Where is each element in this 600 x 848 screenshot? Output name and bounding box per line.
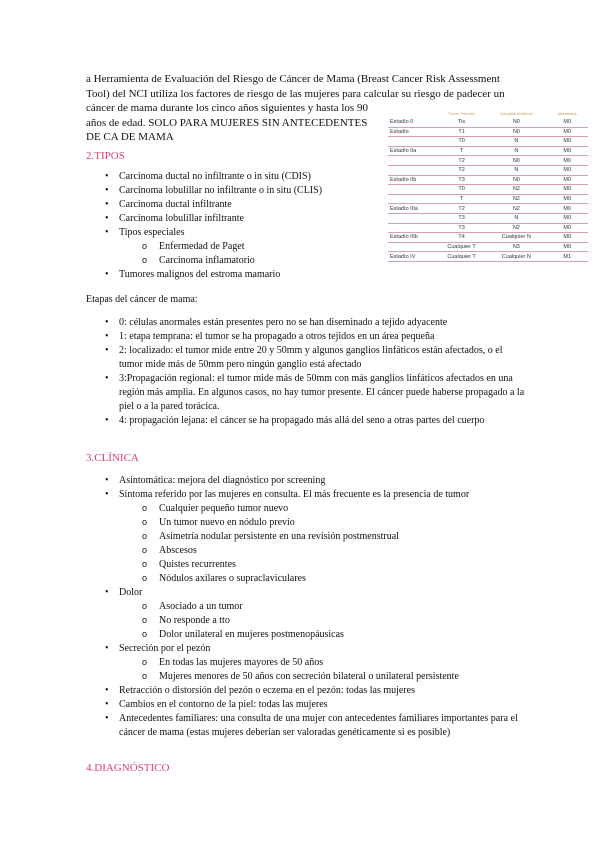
staging-table-header-cell: Ganglios linfáticos xyxy=(500,110,533,116)
table-cell: M0 xyxy=(546,146,588,156)
sub-list-item: o Nódulos axilares o supraclaviculares xyxy=(119,572,526,586)
sub-list-item: o Dolor unilateral en mujeres postmenopáusicas xyxy=(119,628,526,642)
table-cell: Tis xyxy=(437,118,486,127)
table-cell: N2 xyxy=(486,185,546,195)
intro-line: Tool) del NCI utiliza los factores de riesgo de las mujeres para calcular su riesgo de padecer un xyxy=(86,87,505,100)
table-row xyxy=(388,156,588,166)
secrecion-sublist xyxy=(119,656,526,684)
list-item-secrecion xyxy=(86,642,526,684)
table-cell: N0 xyxy=(486,156,546,166)
table-cell: Estadío xyxy=(388,127,437,137)
table-cell: N xyxy=(486,165,546,175)
sub-list-item: o Carcinoma inflamatorio xyxy=(119,254,526,268)
table-cell: M0 xyxy=(546,194,588,204)
table-cell: N2 xyxy=(486,204,546,214)
staging-table-header xyxy=(388,108,588,118)
table-cell: T0 xyxy=(437,137,486,147)
staging-table-header-cell: Metástasis xyxy=(557,110,577,116)
table-cell: Cualquier N xyxy=(486,233,546,243)
table-cell: T3 xyxy=(437,223,486,233)
table-cell: M0 xyxy=(546,137,588,147)
sub-list-item: o Un tumor nuevo en nódulo previo xyxy=(119,516,526,530)
list-item: • Asintomática: mejora del diagnóstico por screening xyxy=(86,474,526,488)
tipos-list xyxy=(86,170,526,282)
table-cell: N0 xyxy=(486,118,546,127)
table-cell: Cualquier T xyxy=(437,242,486,252)
table-cell: Estadío IIa xyxy=(388,146,437,156)
table-cell: T xyxy=(437,146,486,156)
list-item: • Tumores malignos del estroma mamario xyxy=(86,268,526,282)
list-item: • 3:Propagación regional: el tumor mide más de 50mm con más ganglios linfáticos afectados en una región más amplia. En algunos casos, no hay tumor presente. El cáncer puede haberse propagado a la piel o a la pared torácica. xyxy=(86,372,526,414)
table-cell: T4 xyxy=(437,233,486,243)
section-tipos-heading: 2.TIPOS xyxy=(86,150,125,162)
table-cell: M1 xyxy=(546,252,588,262)
list-item: • Antecedentes familiares: una consulta de una mujer con antecedentes familiares importantes para el cáncer de mama (estas mujeres deberían ser valoradas genéticamente si es posible) xyxy=(86,712,526,740)
intro-line: DE CA DE MAMA xyxy=(86,131,174,143)
sub-list-item: o Quistes recurrentes xyxy=(119,558,526,572)
sintoma-sublist xyxy=(119,502,526,586)
intro-line: a Herramienta de Evaluación del Riesgo de Cáncer de Mama (Breast Cancer Risk Assessment xyxy=(86,73,500,85)
table-cell: M0 xyxy=(546,242,588,252)
sub-list-item: o Abscesos xyxy=(119,544,526,558)
table-cell: N xyxy=(486,146,546,156)
table-cell: N xyxy=(486,213,546,223)
table-cell: T1 xyxy=(437,127,486,137)
section-diagnostico-heading: 4.DIAGNÓSTICO xyxy=(86,762,170,774)
table-row xyxy=(388,127,588,137)
list-item: • Carcinoma lobulillar infiltrante xyxy=(86,212,526,226)
list-item: • Cambios en el contorno de la piel: todas las mujeres xyxy=(86,698,526,712)
table-cell: M0 xyxy=(546,185,588,195)
intro-line: cáncer de mama durante los cinco años siguientes y hasta los 90 xyxy=(86,102,368,114)
staging-table-header-cell xyxy=(388,108,437,118)
table-cell: M0 xyxy=(546,213,588,223)
table-cell: M0 xyxy=(546,156,588,166)
etapas-list xyxy=(86,316,526,428)
list-item-label: Síntoma referido por las mujeres en consulta. El más frecuente es la presencia de tumor xyxy=(119,489,470,500)
list-item: • Carcinoma ductal infiltrante xyxy=(86,198,526,212)
table-cell: Cualquier T xyxy=(437,252,486,262)
table-cell: Estadío IIIb xyxy=(388,233,437,243)
table-cell: N2 xyxy=(486,223,546,233)
list-item-dolor xyxy=(86,586,526,642)
list-item: • 4: propagación lejana: el cáncer se ha propagado más allá del seno a otras partes del cuerpo xyxy=(86,414,526,428)
table-cell xyxy=(388,137,437,147)
list-item-tipos-especiales xyxy=(86,226,526,268)
table-row xyxy=(388,137,588,147)
list-item: • Retracción o distorsión del pezón o eczema en el pezón: todas las mujeres xyxy=(86,684,526,698)
table-cell: M0 xyxy=(546,118,588,127)
staging-table-header-cell: Tumor Primario xyxy=(447,110,476,116)
tipos-especiales-sublist xyxy=(119,240,526,268)
section-clinica-heading: 3.CLÍNICA xyxy=(86,452,139,464)
table-cell: Estadío IIIa xyxy=(388,204,437,214)
list-item-label: Tipos especiales xyxy=(119,227,185,238)
table-cell: M0 xyxy=(546,165,588,175)
sub-list-item: o Cualquier pequeño tumor nuevo xyxy=(119,502,526,516)
table-row xyxy=(388,118,588,127)
table-cell xyxy=(388,156,437,166)
intro-line: años de edad. SOLO PARA MUJERES SIN ANTECEDENTES xyxy=(86,116,368,129)
table-cell: M0 xyxy=(546,233,588,243)
table-cell: T0 xyxy=(437,185,486,195)
etapas-intro: Etapas del cáncer de mama: xyxy=(86,294,198,305)
list-item-sintoma xyxy=(86,488,526,586)
table-cell: N xyxy=(486,137,546,147)
sub-list-item: o Asociado a un tumor xyxy=(119,600,526,614)
list-item-label: Dolor xyxy=(119,587,143,598)
table-cell: Estadío 0 xyxy=(388,118,437,127)
table-cell: T2 xyxy=(437,156,486,166)
list-item: • 1: etapa temprana: el tumor se ha propagado a otros tejidos en un área pequeña xyxy=(86,330,526,344)
table-cell: T2 xyxy=(437,165,486,175)
table-cell: T xyxy=(437,194,486,204)
table-cell: M0 xyxy=(546,127,588,137)
table-cell: T3 xyxy=(437,213,486,223)
sub-list-item: o Enfermedad de Paget xyxy=(119,240,526,254)
table-cell: Cualquier N xyxy=(486,252,546,262)
sub-list-item: o Asimetría nodular persistente en una revisión postmenstrual xyxy=(119,530,526,544)
table-cell: M0 xyxy=(546,204,588,214)
table-cell: Estadío IIb xyxy=(388,175,437,185)
table-cell: N3 xyxy=(486,242,546,252)
sub-list-item: o No responde a tto xyxy=(119,614,526,628)
table-cell: N0 xyxy=(486,127,546,137)
list-item-label: Secreción por el pezón xyxy=(119,643,211,654)
table-cell: N2 xyxy=(486,194,546,204)
clinica-list xyxy=(86,474,526,740)
table-cell: M0 xyxy=(546,223,588,233)
list-item: • 0: células anormales están presentes pero no se han diseminado a tejido adyacente xyxy=(86,316,526,330)
table-cell: N0 xyxy=(486,175,546,185)
sub-list-item: o Mujeres menores de 50 años con secreción bilateral o unilateral persistente xyxy=(119,670,526,684)
list-item: • Carcinoma lobulillar no infiltrante o in situ (CLIS) xyxy=(86,184,526,198)
list-item: • Carcinoma ductal no infiltrante o in situ (CDIS) xyxy=(86,170,526,184)
list-item: • 2: localizado: el tumor mide entre 20 y 50mm y algunos ganglios linfáticos están afectados, o el tumor mide más de 50mm pero ningún ganglio está afectado xyxy=(86,344,526,372)
table-cell: Estadío IV xyxy=(388,252,437,262)
table-cell: T3 xyxy=(437,175,486,185)
sub-list-item: o En todas las mujeres mayores de 50 años xyxy=(119,656,526,670)
dolor-sublist xyxy=(119,600,526,642)
table-cell: M0 xyxy=(546,175,588,185)
table-row xyxy=(388,146,588,156)
table-cell: T2 xyxy=(437,204,486,214)
